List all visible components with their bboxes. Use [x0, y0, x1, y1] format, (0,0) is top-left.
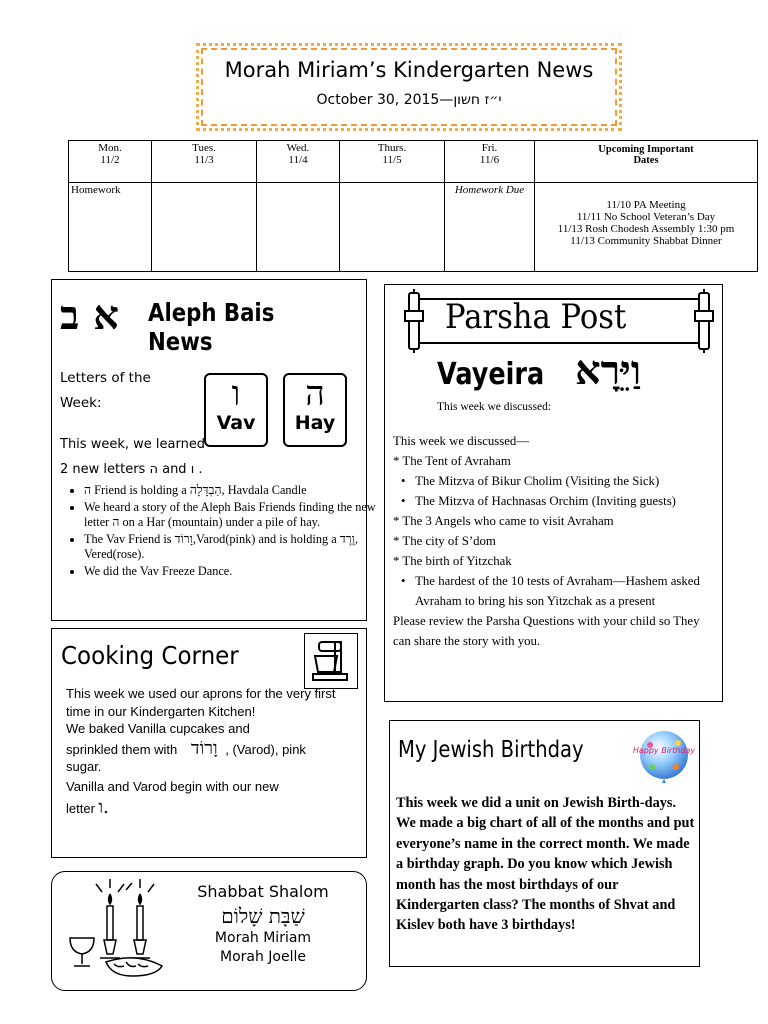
schedule-header-row: [69, 141, 758, 183]
day-name: Wed.: [286, 142, 310, 154]
vav-hebrew: ו.: [98, 797, 109, 818]
parsha-text: [393, 431, 719, 651]
learned-line-1: This week, we learned: [60, 437, 206, 452]
star-mark: *: [393, 454, 400, 468]
star-mark: *: [393, 554, 400, 568]
schedule-day-mon: [69, 141, 152, 183]
upcoming-date-item: 11/10 PA Meeting: [606, 199, 686, 211]
newsletter-header: [196, 43, 622, 131]
hay-letter-card: [283, 373, 347, 447]
note-wed: [257, 183, 340, 272]
day-name: Tues.: [192, 142, 216, 154]
parsha-name: Vayeira: [437, 357, 545, 392]
parsha-item-text: The city of S’dom: [402, 534, 496, 548]
aleph-bais-letters-art: א ב: [60, 292, 119, 339]
birthday-balloon-icon: [632, 729, 696, 787]
cooking-corner-section: [51, 628, 367, 858]
vav-glyph: ו: [231, 374, 241, 414]
list-item: • We heard a story of the Aleph Bais Friends finding the new letter ה on a Har (mountain) under a pile of hay.: [84, 500, 388, 531]
cook-line-5: [66, 799, 336, 818]
day-date: 11/4: [288, 154, 308, 166]
star-mark: *: [393, 534, 400, 548]
parsha-name-hebrew: וַיֵּרָא: [575, 347, 642, 394]
upcoming-dates-heading: Upcoming Important Dates: [535, 141, 758, 183]
schedule-notes-row: [69, 183, 758, 272]
parsha-item-text: The birth of Yitzchak: [402, 554, 512, 568]
parsha-intro: This week we discussed—: [393, 434, 530, 448]
parsha-item-text: The Mitzva of Hachnasas Orchim (Inviting guests): [415, 494, 676, 508]
day-date: 11/3: [194, 154, 214, 166]
bullet-mark: •: [401, 474, 406, 488]
vav-name: Vav: [216, 412, 256, 434]
newsletter-title: Morah Miriam’s Kindergarten News: [224, 58, 594, 82]
shabbat-candles-icon: [62, 878, 172, 984]
teacher-name: Morah Joelle: [219, 949, 306, 965]
cook-line-2: We baked Vanilla cupcakes and: [66, 721, 250, 736]
day-date: 11/5: [382, 154, 402, 166]
schedule-day-thurs: [340, 141, 445, 183]
teacher-name: Morah Miriam: [214, 930, 312, 946]
mixer-icon: [304, 633, 358, 689]
newsletter-date: October 30, 2015—י״ז חשון: [316, 92, 502, 108]
cook-line-3a: sprinkled them with: [66, 741, 178, 757]
shabbat-shalom-section: [51, 871, 367, 991]
list-item: • The Vav Friend is וָרוֹד,Varod(pink) and is holding a וֶרֶד, Vered(rose).: [84, 532, 388, 563]
upcoming-dates-list: [535, 183, 758, 272]
bullet-mark: •: [401, 494, 406, 508]
letters-of-week-label: Letters of the Week:: [60, 370, 151, 411]
learned-text: [60, 432, 260, 482]
cook-line-4: Vanilla and Varod begin with our new: [66, 778, 279, 794]
hay-name: Hay: [294, 412, 336, 434]
list-item: • We did the Vav Freeze Dance.: [84, 564, 388, 580]
day-name: Mon.: [98, 142, 122, 154]
parsha-item-text: The hardest of the 10 tests of Avraham—Hashem asked Avraham to bring his son Yitzchak as a present: [415, 574, 700, 608]
jewish-birthday-text: This week we did a unit on Jewish Birth-days. We made a big chart of all of the months and put everyone’s name in the correct month. We made a birthday graph. Do you know which Jewish month has the most birthdays of our Kindergarten class? The months of Shvat and Kislev both have 3 birthdays!: [396, 795, 695, 934]
parsha-item: [393, 471, 719, 491]
parsha-closing: Please review the Parsha Questions with your child so They can share the story with you.: [393, 614, 700, 648]
note-fri: Homework Due: [445, 183, 535, 272]
day-date: 11/6: [479, 154, 500, 166]
note-tues: [152, 183, 257, 272]
jewish-birthday-title: My Jewish Birthday: [398, 737, 584, 763]
cooking-corner-text: [66, 685, 336, 818]
schedule-day-tues: [152, 141, 257, 183]
shabbat-shalom-hebrew: שַׁבָּת שָׁלוֹם: [221, 904, 305, 928]
parsha-item-text: The Mitzva of Bikur Cholim (Visiting the Sick): [415, 474, 660, 488]
schedule-day-wed: [257, 141, 340, 183]
learned-line-2: 2 new letters ה and ו .: [60, 462, 203, 477]
upcoming-date-item: 11/13 Rosh Chodesh Assembly 1:30 pm: [557, 223, 735, 235]
list-item: • ה Friend is holding a הַבְדָּלָה, Havdala Candle: [84, 483, 388, 499]
hay-glyph: ה: [305, 374, 325, 414]
cooking-corner-title: Cooking Corner: [61, 641, 239, 670]
schedule-day-fri: [445, 141, 535, 183]
discussed-caption: This week we discussed:: [437, 401, 552, 413]
upcoming-date-item: 11/11 No School Veteran’s Day: [576, 211, 716, 223]
aleph-bais-title: Aleph Bais News: [148, 298, 275, 356]
cook-line-3b: , (Varod), pink sugar.: [66, 741, 306, 774]
parsha-item-text: The 3 Angels who came to visit Avraham: [402, 514, 614, 528]
upcoming-date-item: 11/13 Community Shabbat Dinner: [570, 235, 722, 247]
cook-line-5a: letter: [66, 801, 95, 816]
varod-hebrew: וָרוֹד: [190, 737, 218, 759]
note-mon: Homework: [69, 183, 152, 272]
cook-line-1: This week we used our aprons for the very first time in our Kindergarten Kitchen!: [66, 686, 336, 719]
weekly-schedule-table: [68, 140, 758, 272]
shabbat-shalom-title: Shabbat Shalom: [197, 882, 329, 901]
balloon-text-happy: Happy Birthday: [632, 746, 696, 755]
day-name: Thurs.: [377, 142, 407, 154]
note-thurs: [340, 183, 445, 272]
parsha-item: [393, 491, 719, 511]
parsha-post-title: Parsha Post: [445, 297, 627, 337]
bullet-mark: •: [401, 574, 406, 588]
parsha-item: [393, 511, 719, 531]
cook-line-3: [66, 737, 336, 776]
parsha-item: [393, 451, 719, 471]
day-date: 11/2: [100, 154, 120, 166]
star-mark: *: [393, 514, 400, 528]
parsha-post-section: [384, 284, 723, 702]
parsha-item: [393, 531, 719, 551]
jewish-birthday-section: [389, 720, 700, 967]
day-name: Fri.: [481, 142, 498, 154]
aleph-bais-news-section: [51, 279, 376, 621]
parsha-item: [393, 571, 719, 611]
parsha-item: [393, 551, 719, 571]
parsha-item-text: The Tent of Avraham: [402, 454, 511, 468]
aleph-bais-list: [60, 483, 388, 580]
